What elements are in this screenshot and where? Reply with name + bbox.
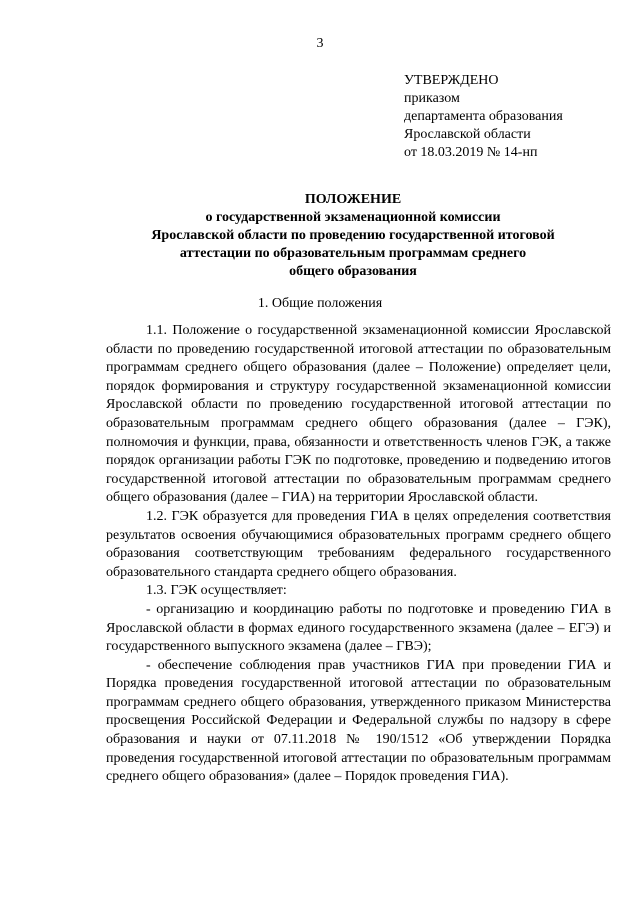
paragraph-1-1: 1.1. Положение о государственной экзаменационной комиссии Ярославской области по проведению государственной итоговой аттестации по образовательным программам среднего общего образования (далее – Положение) определяет цели, порядок формирования и структуру государственной экзаменационной комиссии Ярославской области по проведению государственной итоговой аттестации по образовательным программам среднего общего образования (далее – ГЭК), полномочия и функции, права, обязанности и ответственность членов ГЭК, а также порядок организации работы ГЭК по подготовке, проведению и подведению итогов государственной итоговой аттестации по образовательным программам среднего общего образования (далее – ГИА) на территории Ярославской области.	[106, 323, 611, 506]
title-line-3: Ярославской области по проведению государственной итоговой	[151, 228, 555, 243]
approval-stamp	[404, 72, 563, 162]
title-line-4: аттестации по образовательным программам среднего	[179, 246, 527, 261]
approval-line-department: департамента образования	[404, 109, 563, 124]
paragraph-1-3: 1.3. ГЭК осуществляет:	[146, 583, 287, 599]
title-line-1: ПОЛОЖЕНИЕ	[304, 192, 402, 207]
section-heading: 1. Общие положения	[257, 296, 383, 311]
approval-line-order: приказом	[404, 91, 460, 106]
document-title	[70, 191, 636, 281]
approval-line-approved: УТВЕРЖДЕНО	[404, 73, 499, 88]
paragraph-1-2: 1.2. ГЭК образуется для проведения ГИА в целях определения соответствия результатов освоения обучающимися образовательных программ среднего общего образования соответствующим требованиям федерального государственного образовательного стандарта среднего общего образования.	[106, 508, 611, 580]
approval-line-date-number: от 18.03.2019 № 14-нп	[404, 145, 538, 160]
document-body	[106, 322, 611, 787]
page-number: 3	[316, 36, 324, 51]
title-line-2: о государственной экзаменационной комиссии	[205, 210, 501, 225]
title-line-5: общего образования	[289, 264, 417, 279]
paragraph-1-3-item-1: - организацию и координацию работы по подготовке и проведению ГИА в Ярославской области в формах единого государственного экзамена (далее – ЕГЭ) и государственного выпускного экзамена (далее – ГВЭ);	[106, 601, 611, 655]
paragraph-1-3-item-2: - обеспечение соблюдения прав участников ГИА при проведении ГИА и Порядка проведения государственной итоговой аттестации по образовательным программам среднего общего образования, утвержденного приказом Министерства просвещения Российской Федерации и Федеральной службы по надзору в сфере образования и науки от 07.11.2018 № 190/1512 «Об утверждении Порядка проведения государственной итоговой аттестации по образовательным программам среднего общего образования» (далее – Порядок проведения ГИА).	[106, 657, 611, 785]
approval-line-region: Ярославской области	[404, 127, 531, 142]
